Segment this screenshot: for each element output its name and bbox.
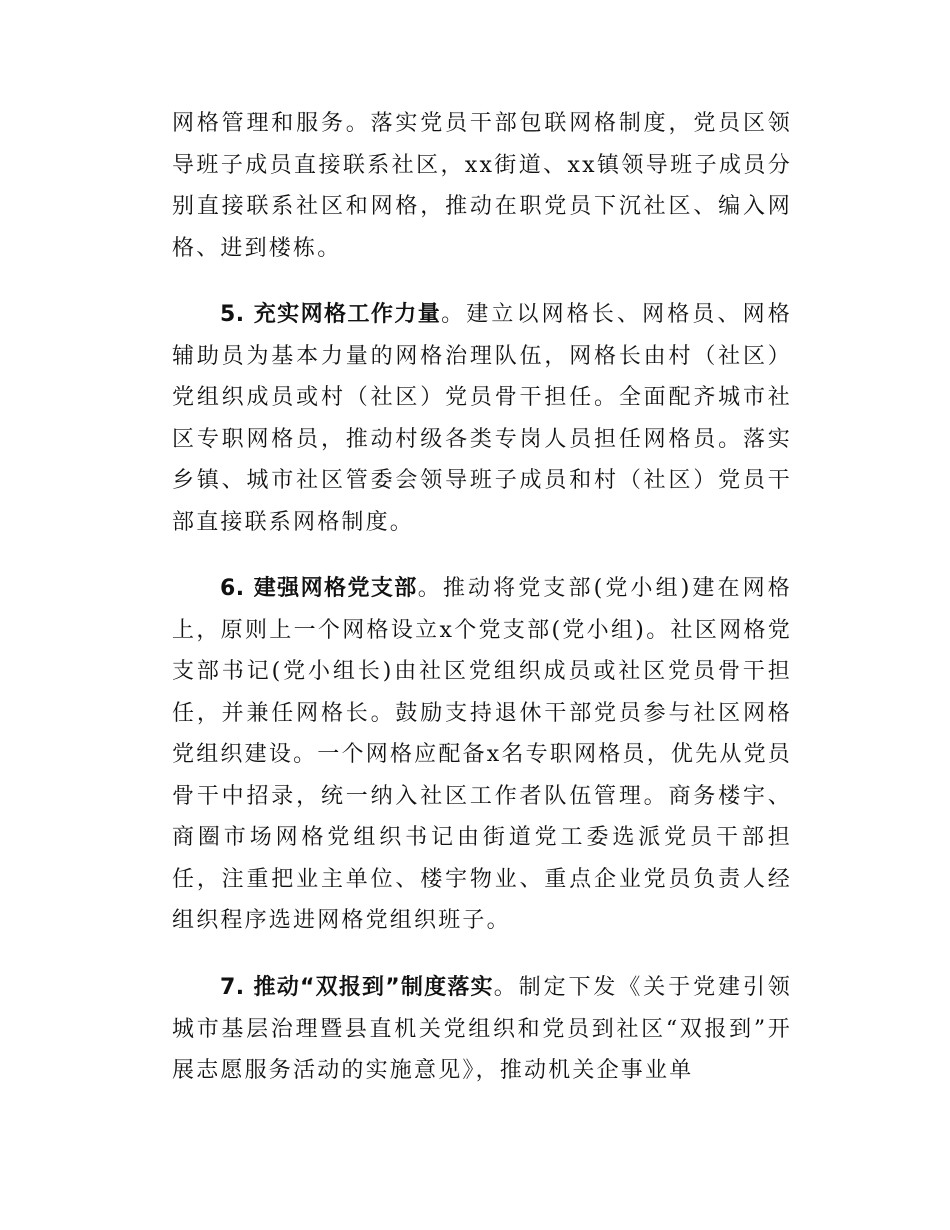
paragraph-body: 。建立以网格长、网格员、网格辅助员为基本力量的网格治理队伍，网格长由村（社区）党组织成员或村（社区）党员骨干担任。全面配齐城市社区专职网格员，推动村级各类专岗人员担任网格员。落实乡镇、城市社区管委会领导班子成员和村（社区）党员干部直接联系网格制度。	[172, 302, 792, 535]
paragraph-body: 。制定下发《关于党建引领城市基层治理暨县直机关党组织和党员到社区“双报到”开展志愿服务活动的实施意见》，推动机关企事业单	[172, 975, 792, 1083]
section-heading: 7. 推动“双报到”制度落实	[220, 975, 494, 1000]
paragraph-continuation	[172, 103, 792, 269]
paragraph-section-7	[172, 967, 792, 1092]
paragraph-body: 网格管理和服务。落实党员干部包联网格制度，党员区领导班子成员直接联系社区，xx街道、xx镇领导班子成员分别直接联系社区和网格，推动在职党员下沉社区、编入网格、进到楼栋。	[172, 111, 792, 261]
paragraph-body: 。推动将党支部(党小组)建在网格上，原则上一个网格设立x个党支部(党小组)。社区网格党支部书记(党小组长)由社区党组织成员或社区党员骨干担任，并兼任网格长。鼓励支持退休干部党员参与社区网格党组织建设。一个网格应配备x名专职网格员，优先从党员骨干中招录，统一纳入社区工作者队伍管理。商务楼宇、商圈市场网格党组织书记由街道党工委选派党员干部担任，注重把业主单位、楼宇物业、重点企业党员负责人经组织程序选进网格党组织班子。	[172, 576, 792, 933]
paragraph-section-5	[172, 294, 792, 543]
section-heading: 5. 充实网格工作力量	[220, 302, 442, 327]
section-heading: 6. 建强网格党支部	[220, 576, 418, 601]
paragraph-section-6	[172, 568, 792, 942]
